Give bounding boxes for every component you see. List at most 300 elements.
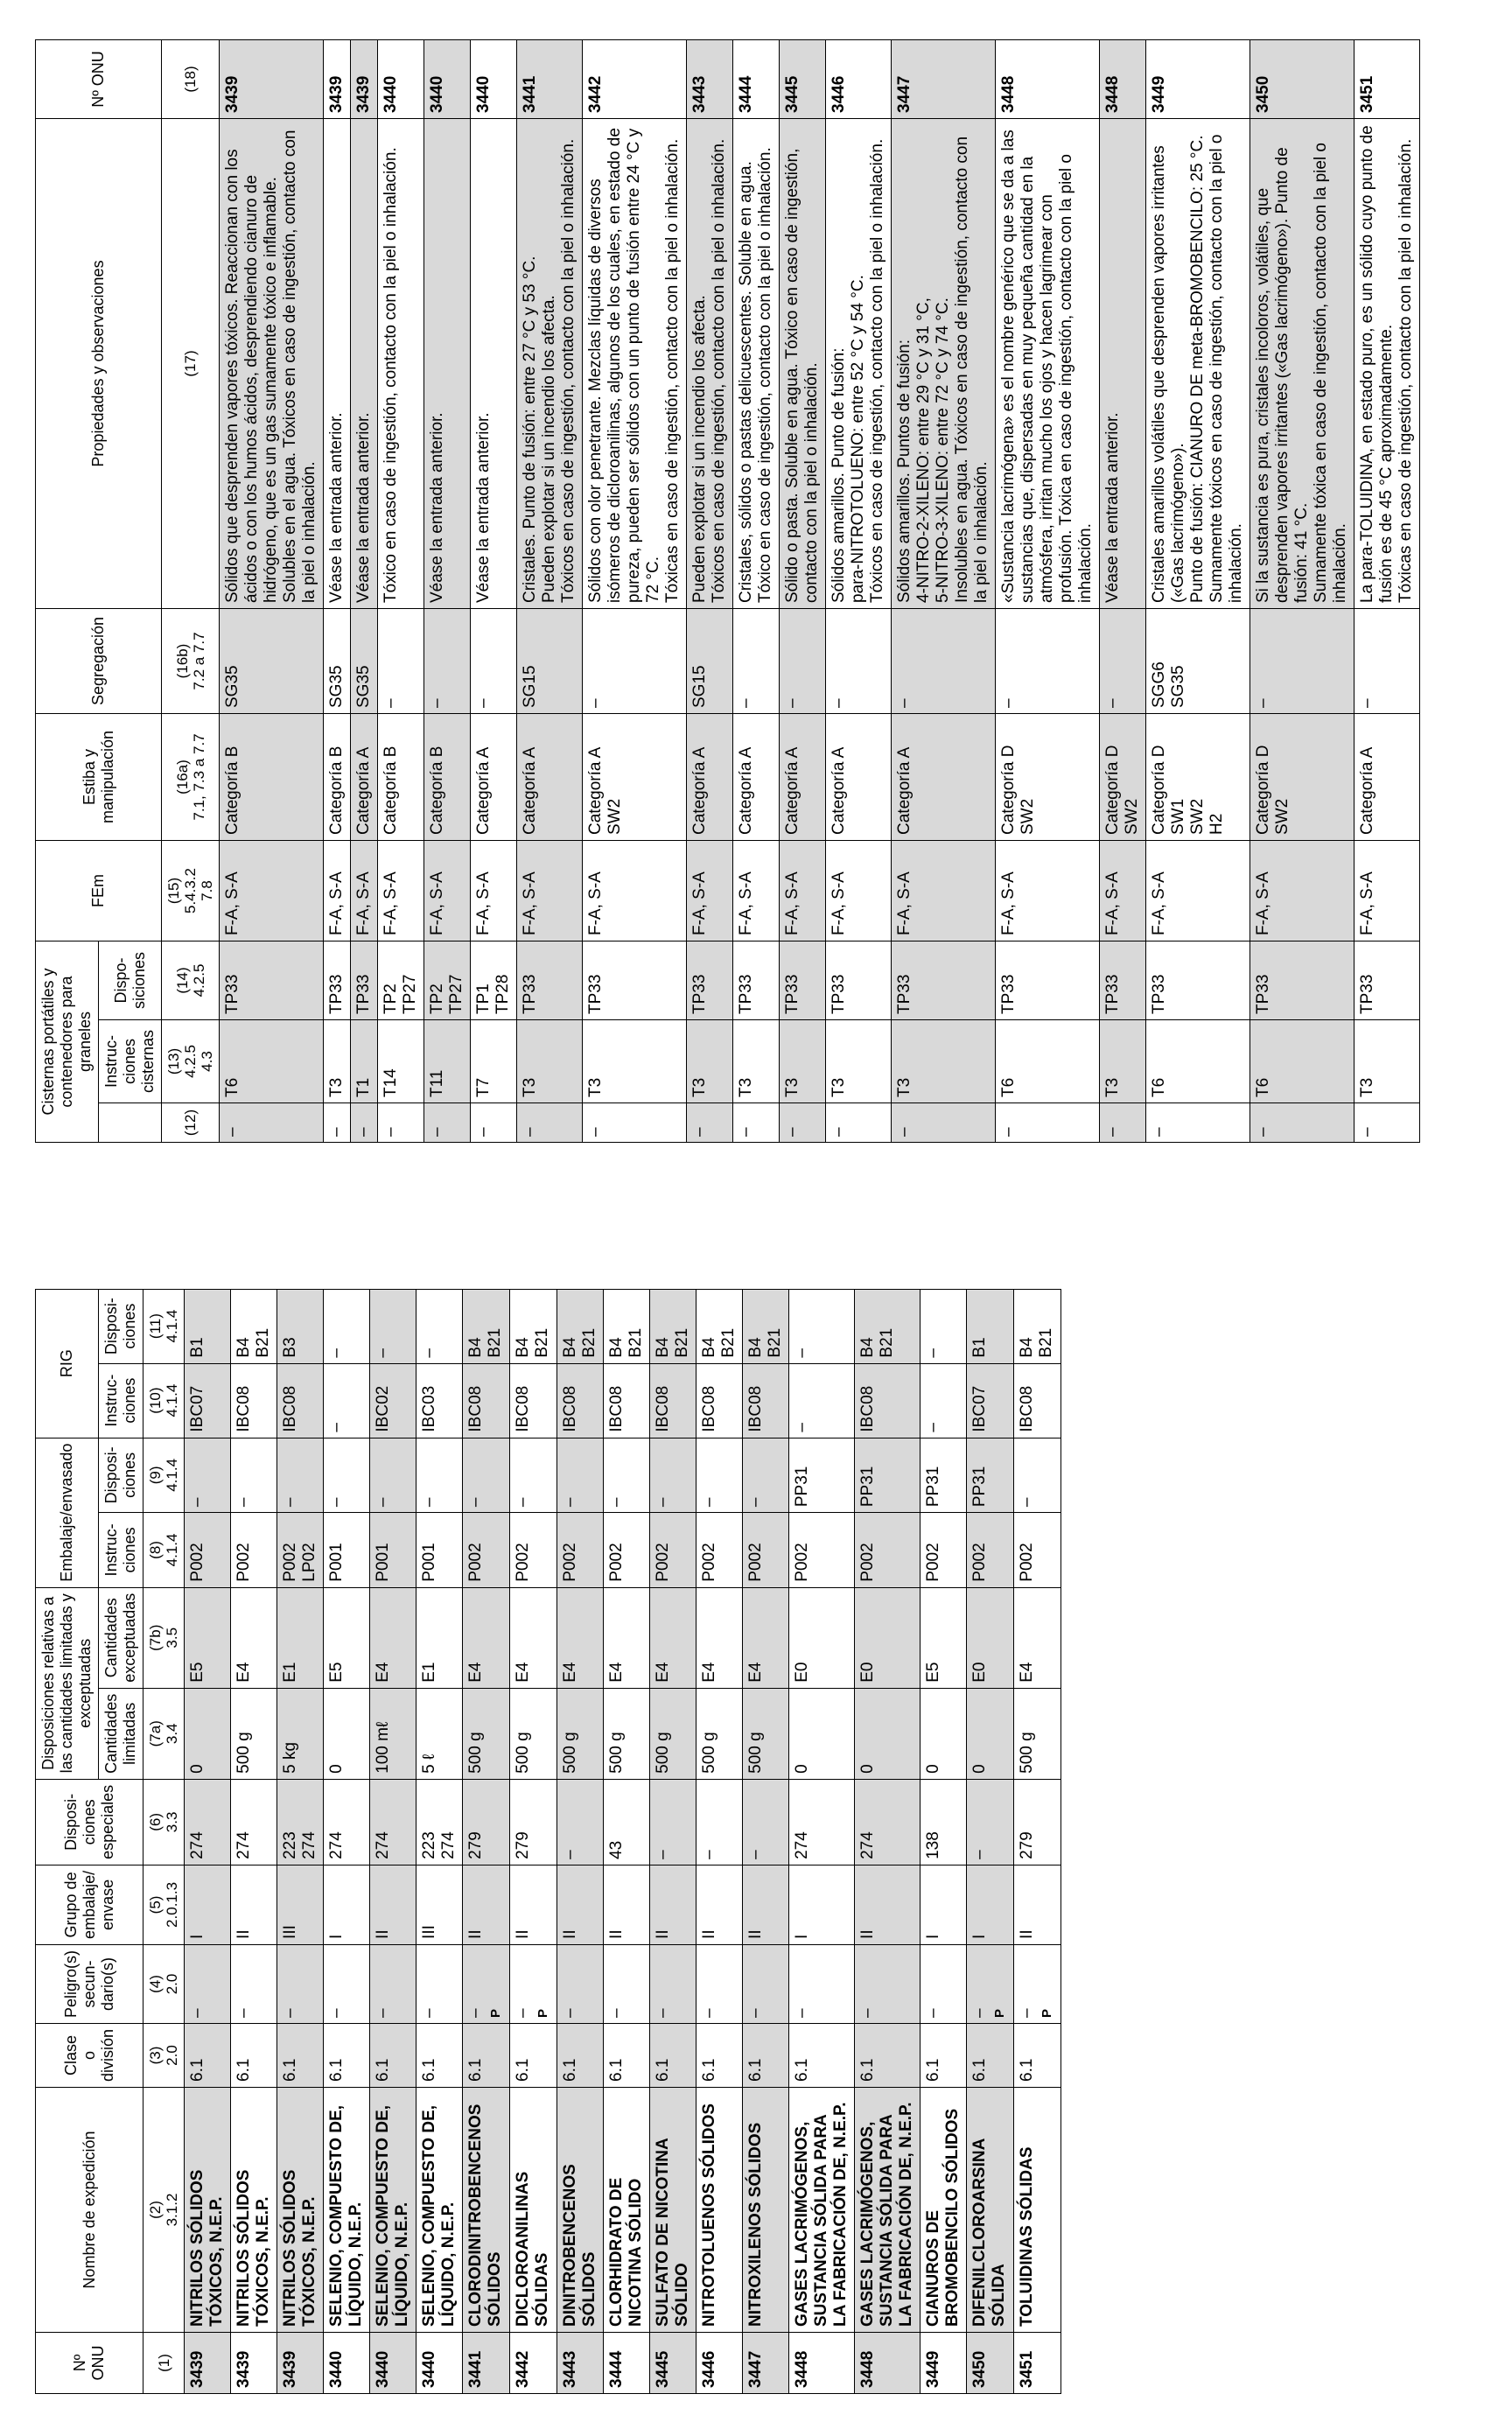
tank-provisions: TP33 (780, 942, 826, 1020)
dangerous-goods-list-right (35, 39, 1420, 1143)
class-division: 6.1 (743, 2023, 789, 2087)
limited-quantity: 500 g (650, 1688, 696, 1779)
stowage-handling: Categoría A (826, 714, 892, 841)
stowage-handling: Categoría A (780, 714, 826, 841)
shipping-name: SULFATO DE NICOTINA SÓLIDO (650, 2088, 696, 2333)
special-provisions: 274 (324, 1779, 370, 1865)
column-number: (3) 2.0 (144, 2023, 185, 2087)
class-division: 6.1 (416, 2023, 463, 2087)
special-provisions: 279 (510, 1779, 557, 1865)
special-provisions: 274 (185, 1779, 231, 1865)
column-12-value: – (687, 1103, 733, 1143)
special-provisions: 279 (463, 1779, 510, 1865)
properties-observations: Sólidos que desprenden vapores tóxicos. Reaccionan con los ácidos o con los humos ácidos, desprendiendo cianuro de hidrógeno, que es un gas sumamente tóxico e inflamable. Solubles en el agua. Tóxicos en caso de ingestión, contacto con la piel o inhalación. (220, 119, 324, 609)
column-number: (5) 2.0.1.3 (144, 1865, 185, 1944)
header-emb-instr: Instruc- ciones (99, 1513, 144, 1588)
segregation: – (583, 609, 687, 714)
excepted-quantity: E4 (463, 1587, 510, 1688)
special-provisions: – (967, 1779, 1014, 1865)
ibc-provisions: – (370, 1289, 416, 1363)
tank-provisions: TP2 TP27 (378, 942, 424, 1020)
tank-instructions: T7 (471, 1020, 517, 1103)
subsidiary-hazard (743, 1944, 789, 2023)
column-12-value: – (378, 1103, 424, 1143)
tank-instructions: T3 (687, 1020, 733, 1103)
column-number: (16b) 7.2 a 7.7 (162, 609, 220, 714)
table-row (1014, 1289, 1061, 2393)
ibc-provisions: – (920, 1289, 967, 1363)
segregation: – (780, 609, 826, 714)
subsidiary-hazard-value: – (514, 2008, 532, 2018)
excepted-quantity: E5 (324, 1587, 370, 1688)
shipping-name: NITROXILENOS SÓLIDOS (743, 2088, 789, 2333)
ibc-provisions: B3 (277, 1289, 324, 1363)
un-number: 3447 (743, 2333, 789, 2394)
stowage-handling: Categoría D SW2 (1250, 714, 1354, 841)
header-cist-instr: Instruc- ciones cisternas (99, 1020, 162, 1103)
packing-group: I (324, 1865, 370, 1944)
header-disp-esp: Disposi- ciones especiales (36, 1779, 144, 1865)
subsidiary-hazard-value: – (970, 2008, 989, 2018)
properties-observations: Sólidos amarillos. Puntos de fusión: 4-NITRO-2-XILENO: entre 29 °C y 31 °C, 5-NITRO-3-XILENO: entre 72 °C y 74 °C. Insolubles en agua. Tóxicos en caso de ingestión, contacto con la piel o inhalación. (892, 119, 996, 609)
stowage-handling: Categoría A (687, 714, 733, 841)
un-number: 3439 (185, 2333, 231, 2394)
column-12-value: – (733, 1103, 780, 1143)
table-row (185, 1289, 231, 2393)
subsidiary-hazard-value: – (858, 2008, 877, 2018)
column-number: (7a) 3.4 (144, 1688, 185, 1779)
stowage-handling: Categoría A (471, 714, 517, 841)
ems-code: F-A, S-A (378, 841, 424, 942)
class-division: 6.1 (370, 2023, 416, 2087)
packing-instructions: P002 (185, 1513, 231, 1588)
packing-group: III (277, 1865, 324, 1944)
packing-group: II (743, 1865, 789, 1944)
column-number: (14) 4.2.5 (162, 942, 220, 1020)
table-row (463, 1289, 510, 2393)
table-row (687, 40, 733, 1143)
table-row (424, 40, 471, 1143)
column-12-value: – (351, 1103, 378, 1143)
un-number-right: 3450 (1250, 40, 1354, 119)
column-12-value: – (996, 1103, 1100, 1143)
table-row (370, 1289, 416, 2393)
special-provisions: 138 (920, 1779, 967, 1865)
column-12-value: – (324, 1103, 351, 1143)
packing-group: II (696, 1865, 743, 1944)
header-clase: Clase o división (36, 2023, 144, 2087)
segregation: SG15 (687, 609, 733, 714)
packing-instructions: P002 LP02 (277, 1513, 324, 1588)
limited-quantity: 0 (324, 1688, 370, 1779)
subsidiary-hazard (231, 1944, 277, 2023)
un-number: 3440 (324, 2333, 370, 2394)
un-number: 3446 (696, 2333, 743, 2394)
subsidiary-hazard-value: – (420, 2008, 438, 2018)
packing-instructions: P002 (1014, 1513, 1061, 1588)
segregation: – (826, 609, 892, 714)
properties-observations: «Sustancia lacrimógena» es el nombre genérico que se da a las sustancias que, dispersadas en muy pequeña cantidad en la atmósfera, irritan mucho los ojos y hacen lagrimear con profusión. Tóxica en caso de ingestión, contacto con la piel o inhalación. (996, 119, 1100, 609)
stowage-handling: Categoría B (378, 714, 424, 841)
packing-instructions: P002 (231, 1513, 277, 1588)
limited-quantity: 500 g (1014, 1688, 1061, 1779)
tank-provisions: TP33 (220, 942, 324, 1020)
table-row (892, 40, 996, 1143)
special-provisions: 223 274 (277, 1779, 324, 1865)
subsidiary-hazard (604, 1944, 650, 2023)
tank-provisions: TP33 (583, 942, 687, 1020)
excepted-quantity: E4 (604, 1587, 650, 1688)
packing-instructions: P001 (370, 1513, 416, 1588)
segregation: – (733, 609, 780, 714)
ems-code: F-A, S-A (324, 841, 351, 942)
column-number: (10) 4.1.4 (144, 1363, 185, 1438)
ems-code: F-A, S-A (583, 841, 687, 942)
un-number-right: 3447 (892, 40, 996, 119)
packing-instructions: P002 (696, 1513, 743, 1588)
column-12-value: – (583, 1103, 687, 1143)
column-12-value: – (220, 1103, 324, 1143)
stowage-handling: Categoría D SW1 SW2 H2 (1146, 714, 1250, 841)
column-12-value: – (780, 1103, 826, 1143)
tank-instructions: T14 (378, 1020, 424, 1103)
subsidiary-hazard-value: – (607, 2008, 626, 2018)
table-row (604, 1289, 650, 2393)
packing-group: II (855, 1865, 920, 1944)
segregation: – (424, 609, 471, 714)
ibc-provisions: B4 B21 (510, 1289, 557, 1363)
un-number-right: 3449 (1146, 40, 1250, 119)
header-rig: RIG (36, 1289, 99, 1438)
ibc-instructions: IBC08 (231, 1363, 277, 1438)
table-row (471, 40, 517, 1143)
column-12-value: – (1250, 1103, 1354, 1143)
shipping-name: NITRILOS SÓLIDOS TÓXICOS, N.E.P. (231, 2088, 277, 2333)
ibc-instructions: IBC07 (185, 1363, 231, 1438)
table-row (780, 40, 826, 1143)
excepted-quantity: E0 (967, 1587, 1014, 1688)
table-row (324, 1289, 370, 2393)
class-division: 6.1 (920, 2023, 967, 2087)
class-division: 6.1 (231, 2023, 277, 2087)
packing-provisions: PP31 (967, 1438, 1014, 1513)
un-number-right: 3440 (471, 40, 517, 119)
table-row (920, 1289, 967, 2393)
shipping-name: SELENIO, COMPUESTO DE, LÍQUIDO, N.E.P. (324, 2088, 370, 2333)
packing-provisions: PP31 (920, 1438, 967, 1513)
special-provisions: 274 (855, 1779, 920, 1865)
tank-provisions: TP33 (687, 942, 733, 1020)
ibc-instructions: IBC08 (696, 1363, 743, 1438)
excepted-quantity: E4 (1014, 1587, 1061, 1688)
un-number: 3442 (510, 2333, 557, 2394)
class-division: 6.1 (855, 2023, 920, 2087)
column-12-value: – (826, 1103, 892, 1143)
ibc-instructions: IBC08 (277, 1363, 324, 1438)
tank-provisions: TP33 (826, 942, 892, 1020)
packing-group: II (370, 1865, 416, 1944)
header-cist-disp: Dispo- siciones (99, 942, 162, 1020)
packing-provisions: PP31 (855, 1438, 920, 1513)
un-number-right: 3445 (780, 40, 826, 119)
un-number: 3443 (557, 2333, 604, 2394)
shipping-name: SELENIO, COMPUESTO DE, LÍQUIDO, N.E.P. (416, 2088, 463, 2333)
ems-code: F-A, S-A (1354, 841, 1420, 942)
special-provisions: 223 274 (416, 1779, 463, 1865)
ems-code: F-A, S-A (1250, 841, 1354, 942)
subsidiary-hazard-value: – (466, 2008, 485, 2018)
segregation: SG35 (351, 609, 378, 714)
column-number: (12) (162, 1103, 220, 1143)
tank-instructions: T6 (996, 1020, 1100, 1103)
tank-instructions: T3 (324, 1020, 351, 1103)
ems-code: F-A, S-A (1100, 841, 1146, 942)
un-number-right: 3446 (826, 40, 892, 119)
column-number: (9) 4.1.4 (144, 1438, 185, 1513)
subsidiary-hazard (324, 1944, 370, 2023)
subsidiary-hazard-value: – (561, 2008, 579, 2018)
packing-group: II (463, 1865, 510, 1944)
excepted-quantity: E4 (370, 1587, 416, 1688)
marine-pollutant-mark: P (1040, 2008, 1054, 2018)
un-number-right: 3451 (1354, 40, 1420, 119)
header-cisternas: Cisternas portátiles y contenedores para graneles (36, 942, 99, 1143)
un-number-right: 3441 (517, 40, 583, 119)
excepted-quantity: E5 (920, 1587, 967, 1688)
ibc-instructions: IBC08 (650, 1363, 696, 1438)
table-row (696, 1289, 743, 2393)
table-row (650, 1289, 696, 2393)
shipping-name: GASES LACRIMÓGENOS, SUSTANCIA SÓLIDA PARA LA FABRICACIÓN DE, N.E.P. (855, 2088, 920, 2333)
subsidiary-hazard (370, 1944, 416, 2023)
limited-quantity: 5 kg (277, 1688, 324, 1779)
shipping-name: NITROTOLUENOS SÓLIDOS (696, 2088, 743, 2333)
table-row (583, 40, 687, 1143)
class-division: 6.1 (463, 2023, 510, 2087)
shipping-name: CLORODINITROBENCENOS SÓLIDOS (463, 2088, 510, 2333)
table-row (557, 1289, 604, 2393)
ems-code: F-A, S-A (351, 841, 378, 942)
column-number: (15) 5.4.3.2 7.8 (162, 841, 220, 942)
segregation: SGG6 SG35 (1146, 609, 1250, 714)
marine-pollutant-mark: P (536, 2008, 550, 2018)
properties-observations: Véase la entrada anterior. (424, 119, 471, 609)
column-12-value: – (1354, 1103, 1420, 1143)
class-division: 6.1 (696, 2023, 743, 2087)
packing-instructions: P002 (743, 1513, 789, 1588)
ibc-provisions: B4 B21 (743, 1289, 789, 1363)
shipping-name: DICLOROANILINAS SÓLIDAS (510, 2088, 557, 2333)
packing-group: II (510, 1865, 557, 1944)
ibc-instructions: IBC08 (510, 1363, 557, 1438)
properties-observations: Sólidos con olor penetrante. Mezclas líquidas de diversos isómeros de dicloroanilinas, algunos de los cuales, en estado de pureza, pueden ser sólidos con un punto de fusión entre 24 °C y 72 °C. Tóxicas en caso de ingestión, contacto con la piel o inhalación. (583, 119, 687, 609)
header-embalaje: Embalaje/envasado (36, 1438, 99, 1587)
segregation: – (1250, 609, 1354, 714)
packing-instructions: P002 (557, 1513, 604, 1588)
stowage-handling: Categoría B (424, 714, 471, 841)
header-grupo: Grupo de embalaje/ envase (36, 1865, 144, 1944)
special-provisions: 279 (1014, 1779, 1061, 1865)
properties-observations: Véase la entrada anterior. (351, 119, 378, 609)
packing-provisions: – (185, 1438, 231, 1513)
limited-quantity: 500 g (463, 1688, 510, 1779)
tank-provisions: TP1 TP28 (471, 942, 517, 1020)
properties-observations: Si la sustancia es pura, cristales incoloros, volátiles, que desprenden vapores irritantes («Gas lacrimógeno»). Punto de fusión: 41 °C. Sumamente tóxica en caso de ingestión, contacto con la piel o inhalación. (1250, 119, 1354, 609)
properties-observations: Sólido o pasta. Soluble en agua. Tóxico en caso de ingestión, contacto con la piel o inhalación. (780, 119, 826, 609)
table-row (510, 1289, 557, 2393)
ibc-provisions: B4 B21 (855, 1289, 920, 1363)
stowage-handling: Categoría A (892, 714, 996, 841)
packing-instructions: P002 (967, 1513, 1014, 1588)
excepted-quantity: E4 (557, 1587, 604, 1688)
subsidiary-hazard (789, 1944, 855, 2023)
header-cant-lim: Cantidades limitadas (99, 1688, 144, 1779)
ibc-instructions: IBC08 (855, 1363, 920, 1438)
tank-instructions: T3 (1354, 1020, 1420, 1103)
header-estiba: Estiba y manipulación (36, 714, 162, 841)
limited-quantity: 0 (855, 1688, 920, 1779)
segregation: SG35 (220, 609, 324, 714)
ibc-instructions: IBC08 (557, 1363, 604, 1438)
column-12-value: – (517, 1103, 583, 1143)
class-division: 6.1 (967, 2023, 1014, 2087)
table-row (416, 1289, 463, 2393)
column-number: (13) 4.2.5 4.3 (162, 1020, 220, 1103)
column-number: (1) (144, 2333, 185, 2394)
column-number: (16a) 7.1, 7.3 a 7.7 (162, 714, 220, 841)
shipping-name: DIFENILCLOROARSINA SÓLIDA (967, 2088, 1014, 2333)
packing-group: II (650, 1865, 696, 1944)
column-number: (11) 4.1.4 (144, 1289, 185, 1363)
packing-provisions: – (463, 1438, 510, 1513)
header-cant-exc: Cantidades exceptuadas (99, 1587, 144, 1688)
tank-provisions: TP33 (324, 942, 351, 1020)
shipping-name: CIANUROS DE BROMOBENCILO SÓLIDOS (920, 2088, 967, 2333)
ibc-provisions: B4 B21 (557, 1289, 604, 1363)
packing-instructions: P002 (855, 1513, 920, 1588)
excepted-quantity: E4 (231, 1587, 277, 1688)
class-division: 6.1 (185, 2023, 231, 2087)
properties-observations: Véase la entrada anterior. (1100, 119, 1146, 609)
excepted-quantity: E5 (185, 1587, 231, 1688)
un-number: 3451 (1014, 2333, 1061, 2394)
packing-provisions: – (743, 1438, 789, 1513)
table-row (517, 40, 583, 1143)
tank-provisions: TP33 (996, 942, 1100, 1020)
excepted-quantity: E4 (743, 1587, 789, 1688)
header-cantidades: Disposiciones relativas a las cantidades limitadas y exceptuadas (36, 1587, 99, 1779)
properties-observations: Cristales, sólidos o pastas delicuescentes. Soluble en agua. Tóxico en caso de ingestión, contacto con la piel o inhalación. (733, 119, 780, 609)
un-number-right: 3443 (687, 40, 733, 119)
un-number-right: 3440 (424, 40, 471, 119)
packing-provisions: – (231, 1438, 277, 1513)
ems-code: F-A, S-A (826, 841, 892, 942)
properties-observations: Cristales amarillos volátiles que desprenden vapores irritantes («Gas lacrimógeno»). Punto de fusión: CIANURO DE meta-BROMOBENCILO: 25 °C. Sumamente tóxicos en caso de ingestión, contacto con la piel o inhalación. (1146, 119, 1250, 609)
packing-provisions: – (277, 1438, 324, 1513)
table-row (1146, 40, 1250, 1143)
tank-instructions: T6 (220, 1020, 324, 1103)
table-row (826, 40, 892, 1143)
segregation: – (378, 609, 424, 714)
tank-provisions: TP33 (1354, 942, 1420, 1020)
tank-instructions: T3 (780, 1020, 826, 1103)
header-un: Nº ONU (36, 2333, 144, 2394)
packing-instructions: P002 (604, 1513, 650, 1588)
class-division: 6.1 (324, 2023, 370, 2087)
un-number: 3449 (920, 2333, 967, 2394)
table-row (733, 40, 780, 1143)
header-un-right: Nº ONU (36, 40, 162, 119)
special-provisions: 274 (231, 1779, 277, 1865)
un-number-right: 3448 (1100, 40, 1146, 119)
packing-group: I (967, 1865, 1014, 1944)
un-number-right: 3444 (733, 40, 780, 119)
segregation: – (1354, 609, 1420, 714)
ems-code: F-A, S-A (892, 841, 996, 942)
limited-quantity: 0 (185, 1688, 231, 1779)
header-fem: FEm (36, 841, 162, 942)
ibc-instructions: IBC07 (967, 1363, 1014, 1438)
header-name: Nombre de expedición (36, 2088, 144, 2333)
ibc-provisions: B4 B21 (463, 1289, 510, 1363)
packing-group: II (604, 1865, 650, 1944)
limited-quantity: 0 (789, 1688, 855, 1779)
table-row (231, 1289, 277, 2393)
packing-provisions: – (696, 1438, 743, 1513)
subsidiary-hazard (463, 1944, 510, 2023)
ibc-provisions: B1 (185, 1289, 231, 1363)
table-row (277, 1289, 324, 2393)
ibc-provisions: B4 B21 (650, 1289, 696, 1363)
ems-code: F-A, S-A (517, 841, 583, 942)
packing-provisions: – (557, 1438, 604, 1513)
subsidiary-hazard-value: – (281, 2008, 299, 2018)
packing-provisions: – (324, 1438, 370, 1513)
ibc-provisions: B1 (967, 1289, 1014, 1363)
tank-instructions: T3 (826, 1020, 892, 1103)
tank-instructions: T11 (424, 1020, 471, 1103)
special-provisions: 43 (604, 1779, 650, 1865)
properties-observations: Véase la entrada anterior. (324, 119, 351, 609)
dangerous-goods-list-left (35, 1289, 1061, 2394)
limited-quantity: 500 g (231, 1688, 277, 1779)
subsidiary-hazard-value: – (924, 2008, 942, 2018)
excepted-quantity: E1 (277, 1587, 324, 1688)
un-number: 3448 (789, 2333, 855, 2394)
tank-provisions: TP33 (1146, 942, 1250, 1020)
stowage-handling: Categoría A (351, 714, 378, 841)
class-division: 6.1 (277, 2023, 324, 2087)
table-row (1100, 40, 1146, 1143)
tank-instructions: T3 (733, 1020, 780, 1103)
tank-provisions: TP33 (517, 942, 583, 1020)
ibc-provisions: B4 B21 (696, 1289, 743, 1363)
properties-observations: Cristales. Punto de fusión: entre 27 °C y 53 °C. Pueden explotar si un incendio los afecta. Tóxicos en caso de ingestión, contacto con la piel o inhalación. (517, 119, 583, 609)
excepted-quantity: E4 (510, 1587, 557, 1688)
tank-instructions: T3 (517, 1020, 583, 1103)
special-provisions: – (557, 1779, 604, 1865)
class-division: 6.1 (789, 2023, 855, 2087)
shipping-name: GASES LACRIMÓGENOS, SUSTANCIA SÓLIDA PARA LA FABRICACIÓN DE, N.E.P. (789, 2088, 855, 2333)
un-number: 3444 (604, 2333, 650, 2394)
tank-instructions: T3 (583, 1020, 687, 1103)
special-provisions: – (650, 1779, 696, 1865)
subsidiary-hazard (696, 1944, 743, 2023)
ibc-instructions: IBC08 (604, 1363, 650, 1438)
column-12-value: – (1100, 1103, 1146, 1143)
subsidiary-hazard (1014, 1944, 1061, 2023)
packing-provisions: – (650, 1438, 696, 1513)
